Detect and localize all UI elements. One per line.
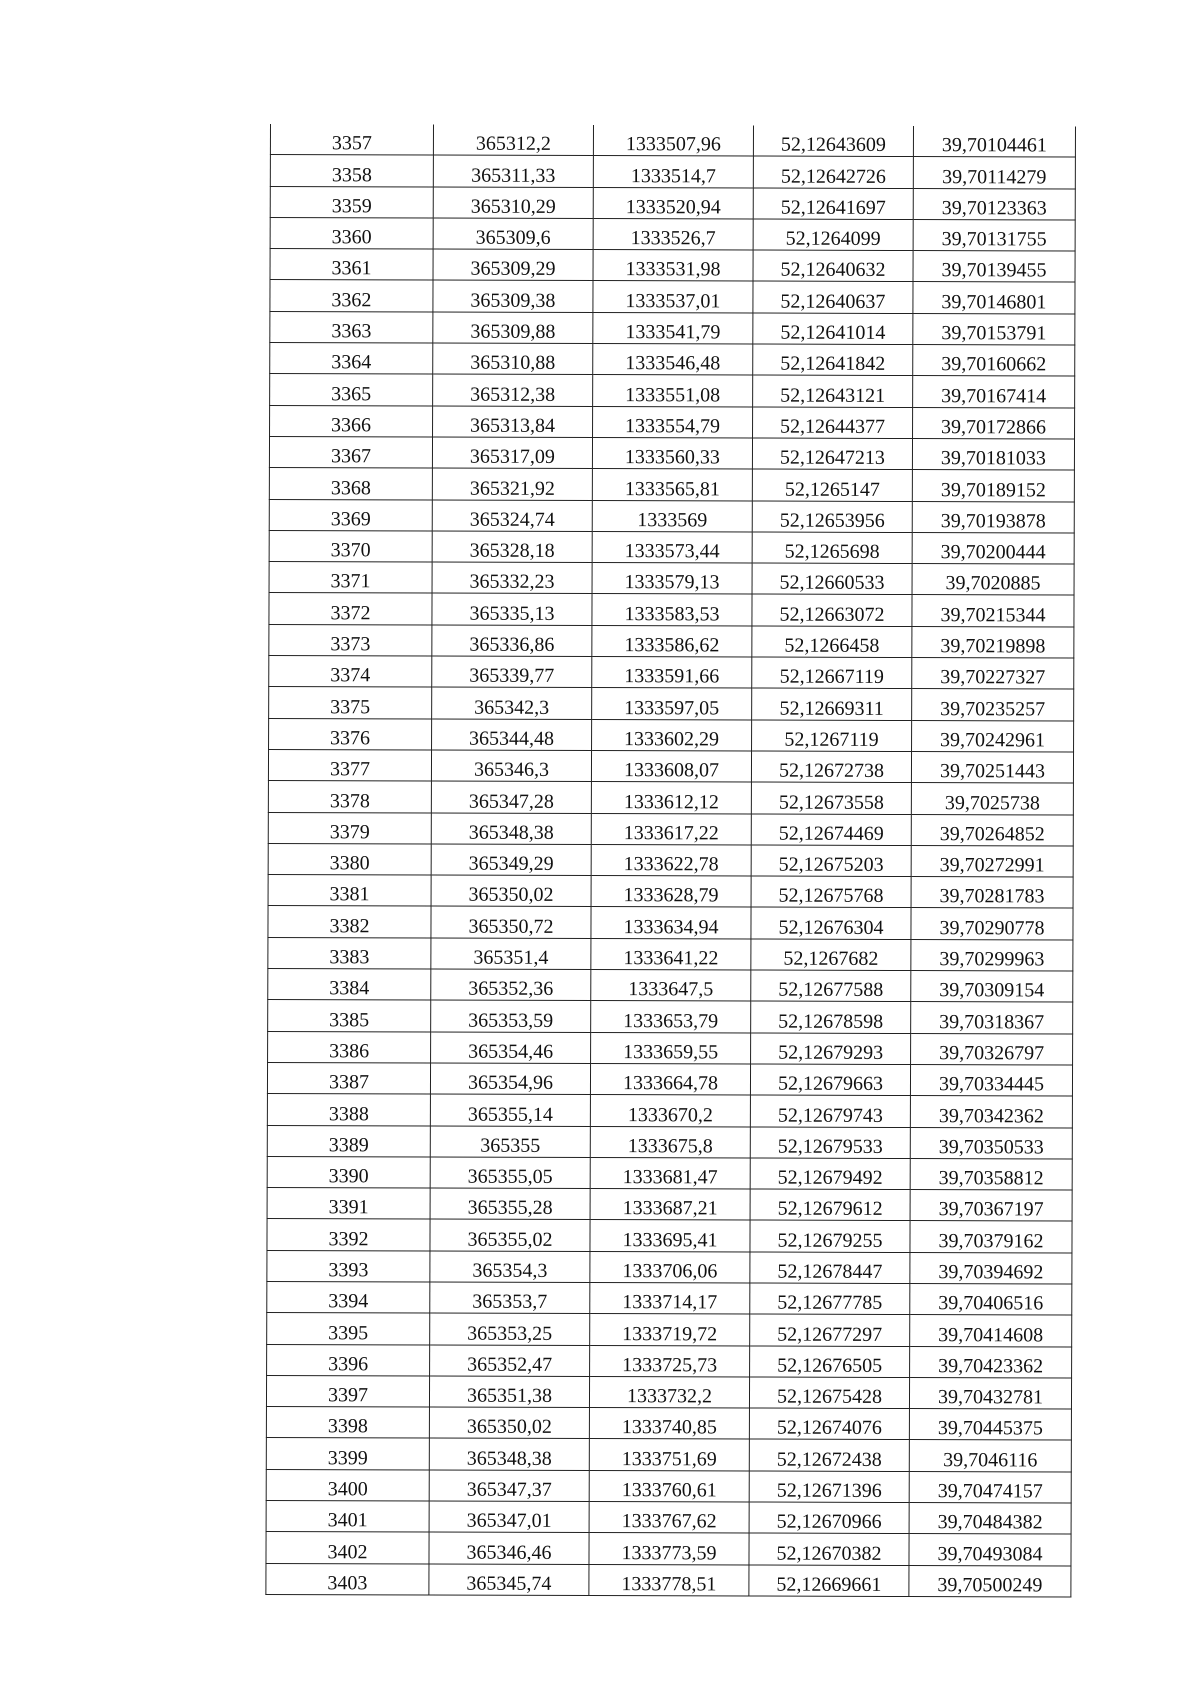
longitude-cell: 39,70318367	[911, 1002, 1073, 1034]
latitude-cell: 52,12673558	[751, 782, 911, 814]
x-coordinate-cell: 365350,02	[429, 1407, 589, 1439]
point-number-cell: 3399	[266, 1438, 429, 1470]
table-row	[269, 562, 1074, 596]
longitude-cell: 39,70474157	[909, 1471, 1071, 1503]
latitude-cell: 52,12679533	[750, 1127, 910, 1159]
y-coordinate-cell: 1333641,22	[591, 938, 751, 970]
point-number-cell: 3362	[270, 280, 433, 312]
x-coordinate-cell: 365351,4	[431, 938, 591, 970]
longitude-cell: 39,70379162	[910, 1221, 1072, 1253]
latitude-cell: 52,12671396	[749, 1471, 909, 1503]
y-coordinate-cell: 1333634,94	[591, 907, 751, 939]
table-row	[268, 969, 1073, 1003]
latitude-cell: 52,12667119	[752, 657, 912, 689]
x-coordinate-cell: 365353,7	[430, 1282, 590, 1314]
point-number-cell: 3381	[268, 875, 431, 907]
point-number-cell: 3388	[267, 1094, 430, 1126]
x-coordinate-cell: 365354,96	[430, 1063, 590, 1095]
longitude-cell: 39,70189152	[912, 470, 1074, 502]
table-row	[270, 186, 1075, 220]
latitude-cell: 52,12674076	[749, 1408, 909, 1440]
longitude-cell: 39,70484382	[909, 1503, 1071, 1535]
point-number-cell: 3363	[270, 311, 433, 343]
x-coordinate-cell: 365317,09	[432, 437, 592, 469]
longitude-cell: 39,70358812	[910, 1158, 1072, 1190]
point-number-cell: 3385	[268, 1000, 431, 1032]
point-number-cell: 3398	[266, 1407, 429, 1439]
point-number-cell: 3387	[267, 1062, 430, 1094]
x-coordinate-cell: 365339,77	[432, 656, 592, 688]
table-row	[267, 1313, 1072, 1347]
table-row	[267, 1125, 1072, 1159]
latitude-cell: 52,12679743	[750, 1095, 910, 1127]
latitude-cell: 52,12641697	[753, 188, 913, 220]
y-coordinate-cell: 1333573,44	[592, 531, 752, 563]
longitude-cell: 39,70251443	[911, 751, 1073, 783]
latitude-cell: 52,12640637	[753, 282, 913, 314]
longitude-cell: 39,70326797	[911, 1033, 1073, 1065]
y-coordinate-cell: 1333586,62	[592, 625, 752, 657]
longitude-cell: 39,70235257	[912, 689, 1074, 721]
point-number-cell: 3377	[268, 749, 431, 781]
table-row	[270, 374, 1075, 408]
y-coordinate-cell: 1333687,21	[590, 1189, 750, 1221]
longitude-cell: 39,70193878	[912, 501, 1074, 533]
table-row	[269, 436, 1074, 470]
x-coordinate-cell: 365347,37	[429, 1470, 589, 1502]
point-number-cell: 3379	[268, 812, 431, 844]
y-coordinate-cell: 1333732,2	[589, 1376, 749, 1408]
longitude-cell: 39,70123363	[913, 188, 1075, 220]
latitude-cell: 52,12653956	[752, 501, 912, 533]
longitude-cell: 39,70215344	[912, 595, 1074, 627]
table-row	[268, 906, 1073, 940]
x-coordinate-cell: 365328,18	[432, 531, 592, 563]
latitude-cell: 52,12677588	[751, 970, 911, 1002]
longitude-cell: 39,70139455	[913, 251, 1075, 283]
y-coordinate-cell: 1333628,79	[591, 876, 751, 908]
table-row	[269, 718, 1074, 752]
table-row	[267, 1094, 1072, 1128]
x-coordinate-cell: 365348,38	[429, 1438, 589, 1470]
y-coordinate-cell: 1333514,7	[593, 156, 753, 188]
latitude-cell: 52,1267119	[752, 720, 912, 752]
y-coordinate-cell: 1333579,13	[592, 563, 752, 595]
latitude-cell: 52,12644377	[753, 407, 913, 439]
table-row	[270, 343, 1075, 377]
point-number-cell: 3390	[267, 1156, 430, 1188]
latitude-cell: 52,12679255	[750, 1220, 910, 1252]
point-number-cell: 3401	[266, 1501, 429, 1533]
longitude-cell: 39,70160662	[913, 345, 1075, 377]
x-coordinate-cell: 365355	[430, 1126, 590, 1158]
longitude-cell: 39,70350533	[910, 1127, 1072, 1159]
x-coordinate-cell: 365350,02	[431, 875, 591, 907]
table-row	[270, 249, 1075, 283]
latitude-cell: 52,12647213	[752, 438, 912, 470]
y-coordinate-cell: 1333681,47	[590, 1157, 750, 1189]
x-coordinate-cell: 365355,05	[430, 1157, 590, 1189]
y-coordinate-cell: 1333659,55	[591, 1032, 751, 1064]
point-number-cell: 3378	[268, 781, 431, 813]
y-coordinate-cell: 1333706,06	[590, 1251, 750, 1283]
y-coordinate-cell: 1333583,53	[592, 594, 752, 626]
table-row	[268, 843, 1073, 877]
x-coordinate-cell: 365355,02	[430, 1219, 590, 1251]
point-number-cell: 3364	[270, 343, 433, 375]
longitude-cell: 39,70167414	[913, 376, 1075, 408]
point-number-cell: 3359	[270, 186, 433, 218]
longitude-cell: 39,70406516	[910, 1284, 1072, 1316]
point-number-cell: 3386	[268, 1031, 431, 1063]
x-coordinate-cell: 365342,3	[432, 687, 592, 719]
x-coordinate-cell: 365332,23	[432, 562, 592, 594]
y-coordinate-cell: 1333664,78	[590, 1063, 750, 1095]
table-row	[270, 311, 1075, 345]
y-coordinate-cell: 1333714,17	[590, 1282, 750, 1314]
latitude-cell: 52,12669661	[749, 1565, 909, 1597]
x-coordinate-cell: 365347,01	[429, 1501, 589, 1533]
longitude-cell: 39,70493084	[909, 1534, 1071, 1566]
x-coordinate-cell: 365312,38	[433, 374, 593, 406]
point-number-cell: 3376	[269, 718, 432, 750]
latitude-cell: 52,12642726	[753, 156, 913, 188]
latitude-cell: 52,12679492	[750, 1158, 910, 1190]
x-coordinate-cell: 365310,29	[433, 187, 593, 219]
y-coordinate-cell: 1333647,5	[591, 970, 751, 1002]
longitude-cell: 39,70242961	[912, 720, 1074, 752]
x-coordinate-cell: 365352,47	[430, 1345, 590, 1377]
point-number-cell: 3365	[270, 374, 433, 406]
y-coordinate-cell: 1333670,2	[590, 1095, 750, 1127]
point-number-cell: 3369	[269, 499, 432, 531]
table-row	[267, 1156, 1072, 1190]
point-number-cell: 3402	[266, 1532, 429, 1564]
x-coordinate-cell: 365347,28	[431, 781, 591, 813]
x-coordinate-cell: 365349,29	[431, 844, 591, 876]
point-number-cell: 3361	[270, 249, 433, 281]
y-coordinate-cell: 1333622,78	[591, 844, 751, 876]
point-number-cell: 3374	[269, 656, 432, 688]
y-coordinate-cell: 1333773,59	[589, 1533, 749, 1565]
table-row	[270, 405, 1075, 439]
y-coordinate-cell: 1333612,12	[591, 782, 751, 814]
y-coordinate-cell: 1333565,81	[592, 469, 752, 501]
y-coordinate-cell: 1333554,79	[593, 406, 753, 438]
longitude-cell: 39,70272991	[911, 845, 1073, 877]
longitude-cell: 39,70172866	[913, 407, 1075, 439]
latitude-cell: 52,12679293	[751, 1033, 911, 1065]
latitude-cell: 52,12678447	[750, 1252, 910, 1284]
table-row	[269, 468, 1074, 502]
latitude-cell: 52,12670382	[749, 1533, 909, 1565]
longitude-cell: 39,70394692	[910, 1252, 1072, 1284]
longitude-cell: 39,70153791	[913, 313, 1075, 345]
x-coordinate-cell: 365335,13	[432, 593, 592, 625]
point-number-cell: 3370	[269, 530, 432, 562]
longitude-cell: 39,70342362	[910, 1096, 1072, 1128]
longitude-cell: 39,70414608	[910, 1315, 1072, 1347]
coordinates-table-body	[266, 124, 1076, 1597]
point-number-cell: 3403	[266, 1563, 429, 1595]
table-row	[270, 155, 1075, 189]
x-coordinate-cell: 365310,88	[433, 343, 593, 375]
table-row	[266, 1501, 1071, 1535]
point-number-cell: 3373	[269, 624, 432, 656]
latitude-cell: 52,12674469	[751, 814, 911, 846]
table-row	[268, 781, 1073, 815]
table-row	[266, 1469, 1071, 1503]
longitude-cell: 39,70131755	[913, 219, 1075, 251]
point-number-cell: 3368	[269, 468, 432, 500]
point-number-cell: 3395	[267, 1313, 430, 1345]
y-coordinate-cell: 1333560,33	[592, 437, 752, 469]
point-number-cell: 3372	[269, 593, 432, 625]
y-coordinate-cell: 1333695,41	[590, 1220, 750, 1252]
latitude-cell: 52,12643609	[753, 126, 913, 157]
x-coordinate-cell: 365313,84	[433, 406, 593, 438]
point-number-cell: 3358	[270, 155, 433, 187]
point-number-cell: 3389	[267, 1125, 430, 1157]
table-row	[266, 1438, 1071, 1472]
latitude-cell: 52,12679612	[750, 1189, 910, 1221]
latitude-cell: 52,12641014	[753, 313, 913, 345]
x-coordinate-cell: 365354,3	[430, 1251, 590, 1283]
y-coordinate-cell: 1333507,96	[593, 125, 753, 156]
coordinates-table	[265, 124, 1076, 1597]
latitude-cell: 52,1264099	[753, 219, 913, 251]
y-coordinate-cell: 1333569	[592, 500, 752, 532]
latitude-cell: 52,1265147	[752, 469, 912, 501]
y-coordinate-cell: 1333526,7	[593, 218, 753, 250]
longitude-cell: 39,70500249	[909, 1565, 1071, 1597]
table-row	[269, 530, 1074, 564]
longitude-cell: 39,70290778	[911, 908, 1073, 940]
x-coordinate-cell: 365354,46	[431, 1032, 591, 1064]
table-row	[268, 875, 1073, 909]
table-row	[268, 1000, 1073, 1034]
y-coordinate-cell: 1333591,66	[592, 657, 752, 689]
latitude-cell: 52,12675203	[751, 845, 911, 877]
x-coordinate-cell: 365353,25	[430, 1313, 590, 1345]
table-row	[266, 1407, 1071, 1441]
x-coordinate-cell: 365324,74	[432, 500, 592, 532]
y-coordinate-cell: 1333531,98	[593, 250, 753, 282]
table-row	[268, 1031, 1073, 1065]
y-coordinate-cell: 1333778,51	[589, 1564, 749, 1596]
y-coordinate-cell: 1333760,61	[589, 1470, 749, 1502]
latitude-cell: 52,12677785	[750, 1283, 910, 1315]
point-number-cell: 3394	[267, 1281, 430, 1313]
longitude-cell: 39,7046116	[909, 1440, 1071, 1472]
table-row	[266, 1563, 1071, 1597]
table-row	[270, 124, 1075, 157]
point-number-cell: 3393	[267, 1250, 430, 1282]
longitude-cell: 39,70114279	[913, 157, 1075, 189]
x-coordinate-cell: 365346,3	[431, 750, 591, 782]
latitude-cell: 52,12679663	[750, 1064, 910, 1096]
longitude-cell: 39,70423362	[910, 1346, 1072, 1378]
longitude-cell: 39,70264852	[911, 814, 1073, 846]
y-coordinate-cell: 1333767,62	[589, 1502, 749, 1534]
longitude-cell: 39,70104461	[913, 126, 1075, 157]
table-row	[266, 1375, 1071, 1409]
latitude-cell: 52,12663072	[752, 594, 912, 626]
x-coordinate-cell: 365309,29	[433, 249, 593, 281]
y-coordinate-cell: 1333719,72	[590, 1314, 750, 1346]
latitude-cell: 52,12676505	[750, 1346, 910, 1378]
x-coordinate-cell: 365336,86	[432, 625, 592, 657]
x-coordinate-cell: 365355,28	[430, 1188, 590, 1220]
table-row	[267, 1250, 1072, 1284]
longitude-cell: 39,70281783	[911, 877, 1073, 909]
latitude-cell: 52,12660533	[752, 563, 912, 595]
latitude-cell: 52,12678598	[751, 1001, 911, 1033]
x-coordinate-cell: 365321,92	[432, 468, 592, 500]
table-row	[269, 593, 1074, 627]
point-number-cell: 3383	[268, 937, 431, 969]
table-row	[270, 280, 1075, 314]
x-coordinate-cell: 365355,14	[430, 1094, 590, 1126]
table-row	[266, 1532, 1071, 1566]
table-row	[267, 1188, 1072, 1222]
x-coordinate-cell: 365309,6	[433, 218, 593, 250]
longitude-cell: 39,70309154	[911, 971, 1073, 1003]
latitude-cell: 52,12676304	[751, 907, 911, 939]
longitude-cell: 39,70445375	[909, 1409, 1071, 1441]
table-row	[268, 937, 1073, 971]
y-coordinate-cell: 1333653,79	[591, 1001, 751, 1033]
latitude-cell: 52,12672738	[751, 751, 911, 783]
x-coordinate-cell: 365348,38	[431, 813, 591, 845]
latitude-cell: 52,12670966	[749, 1502, 909, 1534]
y-coordinate-cell: 1333551,08	[593, 375, 753, 407]
x-coordinate-cell: 365309,88	[433, 312, 593, 344]
y-coordinate-cell: 1333617,22	[591, 813, 751, 845]
x-coordinate-cell: 365353,59	[431, 1000, 591, 1032]
longitude-cell: 39,70200444	[912, 532, 1074, 564]
y-coordinate-cell: 1333608,07	[591, 750, 751, 782]
y-coordinate-cell: 1333546,48	[593, 344, 753, 376]
longitude-cell: 39,70432781	[909, 1377, 1071, 1409]
point-number-cell: 3371	[269, 562, 432, 594]
x-coordinate-cell: 365350,72	[431, 906, 591, 938]
y-coordinate-cell: 1333520,94	[593, 187, 753, 219]
point-number-cell: 3384	[268, 969, 431, 1001]
table-row	[269, 499, 1074, 533]
longitude-cell: 39,70181033	[912, 438, 1074, 470]
x-coordinate-cell: 365346,46	[429, 1532, 589, 1564]
latitude-cell: 52,12672438	[749, 1439, 909, 1471]
y-coordinate-cell: 1333675,8	[590, 1126, 750, 1158]
y-coordinate-cell: 1333597,05	[592, 688, 752, 720]
latitude-cell: 52,12675428	[749, 1377, 909, 1409]
longitude-cell: 39,70334445	[910, 1064, 1072, 1096]
x-coordinate-cell: 365312,2	[433, 125, 593, 156]
x-coordinate-cell: 365351,38	[429, 1376, 589, 1408]
table-row	[268, 749, 1073, 783]
longitude-cell: 39,7025738	[911, 783, 1073, 815]
latitude-cell: 52,12677297	[750, 1314, 910, 1346]
point-number-cell: 3392	[267, 1219, 430, 1251]
x-coordinate-cell: 365345,74	[429, 1564, 589, 1596]
table-row	[269, 656, 1074, 690]
y-coordinate-cell: 1333751,69	[589, 1439, 749, 1471]
point-number-cell: 3357	[270, 124, 433, 155]
table-row	[270, 217, 1075, 251]
y-coordinate-cell: 1333740,85	[589, 1408, 749, 1440]
table-row	[267, 1281, 1072, 1315]
longitude-cell: 39,70219898	[912, 626, 1074, 658]
x-coordinate-cell: 365352,36	[431, 969, 591, 1001]
x-coordinate-cell: 365344,48	[432, 719, 592, 751]
point-number-cell: 3397	[266, 1375, 429, 1407]
latitude-cell: 52,12640632	[753, 250, 913, 282]
point-number-cell: 3367	[269, 436, 432, 468]
point-number-cell: 3375	[269, 687, 432, 719]
latitude-cell: 52,1266458	[752, 626, 912, 658]
table-row	[269, 687, 1074, 721]
y-coordinate-cell: 1333537,01	[593, 281, 753, 313]
latitude-cell: 52,12675768	[751, 876, 911, 908]
table-row	[267, 1062, 1072, 1096]
longitude-cell: 39,7020885	[912, 564, 1074, 596]
table-row	[269, 624, 1074, 658]
table-row	[267, 1344, 1072, 1378]
point-number-cell: 3396	[267, 1344, 430, 1376]
point-number-cell: 3366	[270, 405, 433, 437]
latitude-cell: 52,1265698	[752, 532, 912, 564]
point-number-cell: 3391	[267, 1188, 430, 1220]
y-coordinate-cell: 1333602,29	[592, 719, 752, 751]
point-number-cell: 3380	[268, 843, 431, 875]
table-row	[268, 812, 1073, 846]
point-number-cell: 3400	[266, 1469, 429, 1501]
latitude-cell: 52,1267682	[751, 939, 911, 971]
point-number-cell: 3360	[270, 217, 433, 249]
latitude-cell: 52,12643121	[753, 375, 913, 407]
x-coordinate-cell: 365309,38	[433, 280, 593, 312]
y-coordinate-cell: 1333541,79	[593, 312, 753, 344]
longitude-cell: 39,70146801	[913, 282, 1075, 314]
longitude-cell: 39,70227327	[912, 658, 1074, 690]
point-number-cell: 3382	[268, 906, 431, 938]
x-coordinate-cell: 365311,33	[433, 155, 593, 187]
latitude-cell: 52,12669311	[752, 688, 912, 720]
latitude-cell: 52,12641842	[753, 344, 913, 376]
y-coordinate-cell: 1333725,73	[590, 1345, 750, 1377]
longitude-cell: 39,70299963	[911, 939, 1073, 971]
longitude-cell: 39,70367197	[910, 1190, 1072, 1222]
table-row	[267, 1219, 1072, 1253]
